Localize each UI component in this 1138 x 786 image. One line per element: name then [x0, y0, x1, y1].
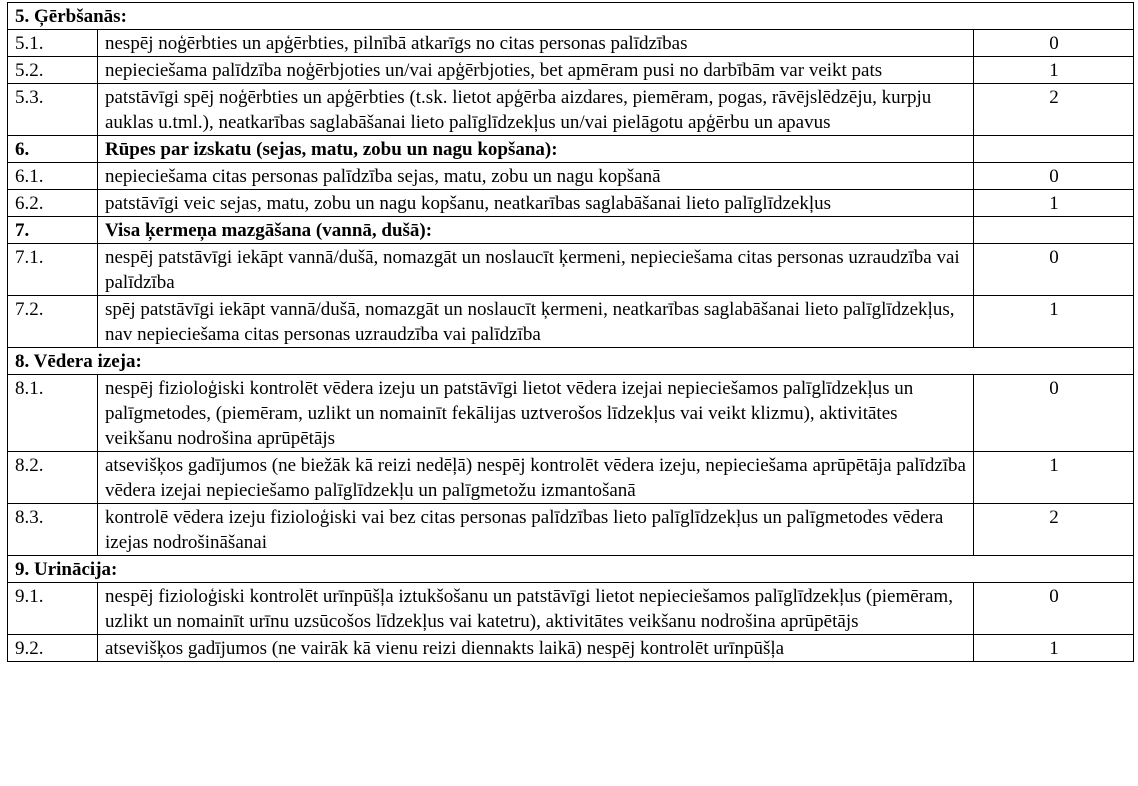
item-score: 0 [974, 244, 1134, 296]
item-number: 9.2. [8, 635, 98, 662]
item-description: nespēj fizioloģiski kontrolēt urīnpūšļa iztukšošanu un patstāvīgi lietot nepieciešamos palīglīdzekļus (piemēram, uzlikt un nomainīt urīnu uzsūcošos līdzekļus vai katetru), aktivitātes veikšanu nodrošina aprūpētājs [98, 583, 974, 635]
table-row [8, 84, 1134, 136]
section-header-row [8, 136, 1134, 163]
item-number: 5.1. [8, 30, 98, 57]
item-score: 2 [974, 84, 1134, 136]
item-number: 7.2. [8, 296, 98, 348]
section-title: Rūpes par izskatu (sejas, matu, zobu un nagu kopšana): [98, 136, 974, 163]
section-score-cell [974, 217, 1134, 244]
section-number: 6. [8, 136, 98, 163]
item-number: 8.1. [8, 375, 98, 452]
section-score-cell [974, 136, 1134, 163]
item-number: 9.1. [8, 583, 98, 635]
section-header-row [8, 217, 1134, 244]
item-number: 6.1. [8, 163, 98, 190]
item-number: 8.2. [8, 452, 98, 504]
table-row [8, 30, 1134, 57]
section-header-row [8, 556, 1134, 583]
item-description: kontrolē vēdera izeju fizioloģiski vai bez citas personas palīdzības lieto palīglīdzekļus un palīgmetodes vēdera izejas nodrošināšanai [98, 504, 974, 556]
table-row [8, 163, 1134, 190]
section-title: Visa ķermeņa mazgāšana (vannā, dušā): [98, 217, 974, 244]
item-score: 1 [974, 635, 1134, 662]
table-row [8, 190, 1134, 217]
table-body [8, 3, 1134, 662]
item-description: nepieciešama citas personas palīdzība sejas, matu, zobu un nagu kopšanā [98, 163, 974, 190]
item-number: 6.2. [8, 190, 98, 217]
item-description: patstāvīgi spēj noģērbties un apģērbties (t.sk. lietot apģērba aizdares, piemēram, pogas, rāvējslēdzēju, kurpju auklas u.tml.), neatkarības saglabāšanai lieto palīglīdzekļus un/vai pielāgotu apģērbu un apavus [98, 84, 974, 136]
item-number: 7.1. [8, 244, 98, 296]
section-title: 9. Urinācija: [8, 556, 1134, 583]
item-number: 5.3. [8, 84, 98, 136]
item-description: nespēj patstāvīgi iekāpt vannā/dušā, nomazgāt un noslaucīt ķermeni, nepieciešama citas personas uzraudzība vai palīdzība [98, 244, 974, 296]
assessment-table [7, 2, 1134, 662]
item-score: 0 [974, 375, 1134, 452]
table-row [8, 375, 1134, 452]
table-row [8, 583, 1134, 635]
section-header-row [8, 348, 1134, 375]
item-score: 0 [974, 583, 1134, 635]
item-score: 1 [974, 190, 1134, 217]
item-description: nespēj noģērbties un apģērbties, pilnībā atkarīgs no citas personas palīdzības [98, 30, 974, 57]
table-row [8, 504, 1134, 556]
item-description: spēj patstāvīgi iekāpt vannā/dušā, nomazgāt un noslaucīt ķermeni, neatkarības saglabāšanai lieto palīglīdzekļus, nav nepieciešama citas personas uzraudzība vai palīdzība [98, 296, 974, 348]
item-score: 2 [974, 504, 1134, 556]
table-row [8, 57, 1134, 84]
item-description: atsevišķos gadījumos (ne vairāk kā vienu reizi diennakts laikā) nespēj kontrolēt urīnpūšļa [98, 635, 974, 662]
section-header-row [8, 3, 1134, 30]
item-score: 1 [974, 452, 1134, 504]
table-row [8, 635, 1134, 662]
section-number: 7. [8, 217, 98, 244]
table-row [8, 244, 1134, 296]
item-description: nepieciešama palīdzība noģērbjoties un/vai apģērbjoties, bet apmēram pusi no darbībām var veikt pats [98, 57, 974, 84]
section-title: 5. Ģērbšanās: [8, 3, 1134, 30]
item-description: patstāvīgi veic sejas, matu, zobu un nagu kopšanu, neatkarības saglabāšanai lieto palīglīdzekļus [98, 190, 974, 217]
item-number: 5.2. [8, 57, 98, 84]
item-number: 8.3. [8, 504, 98, 556]
table-row [8, 296, 1134, 348]
item-score: 1 [974, 57, 1134, 84]
item-score: 1 [974, 296, 1134, 348]
table-row [8, 452, 1134, 504]
item-score: 0 [974, 163, 1134, 190]
item-score: 0 [974, 30, 1134, 57]
section-title: 8. Vēdera izeja: [8, 348, 1134, 375]
item-description: nespēj fizioloģiski kontrolēt vēdera izeju un patstāvīgi lietot vēdera izejai nepieciešamos palīglīdzekļus un palīgmetodes, (piemēram, uzlikt un nomainīt fekālijas uztverošos līdzekļus vai veikt klizmu), aktivitātes veikšanu nodrošina aprūpētājs [98, 375, 974, 452]
item-description: atsevišķos gadījumos (ne biežāk kā reizi nedēļā) nespēj kontrolēt vēdera izeju, nepieciešama aprūpētāja palīdzība vēdera izejai nepieciešamo palīglīdzekļu un palīgmetožu izmantošanā [98, 452, 974, 504]
